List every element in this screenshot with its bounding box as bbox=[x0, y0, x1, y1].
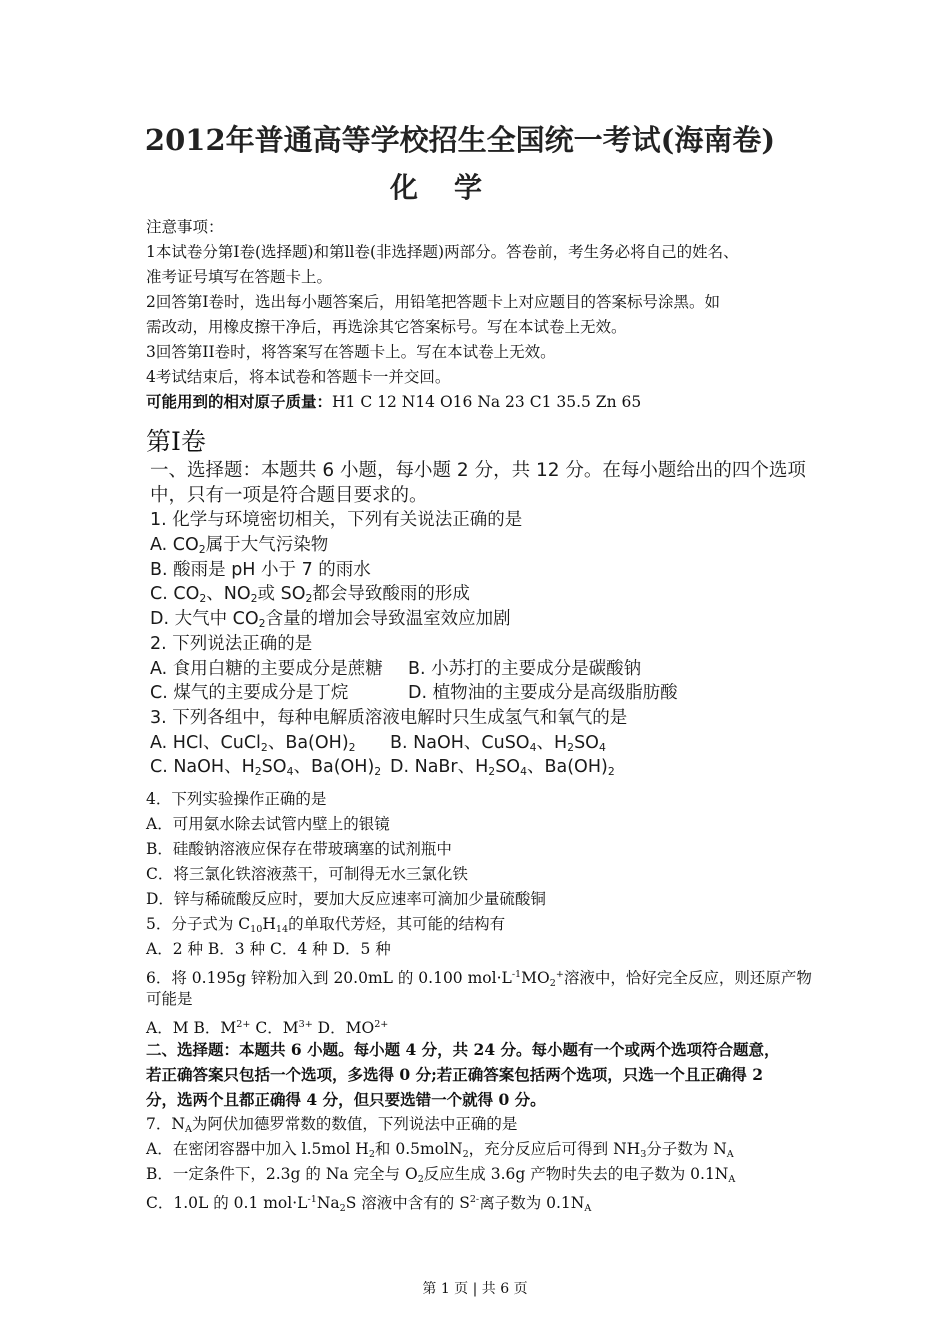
text-run: S 溶液中含有的 S bbox=[345, 1194, 470, 1212]
text-line bbox=[146, 1087, 826, 1112]
text-run: 的单取代芳烃，其可能的结构有 bbox=[288, 915, 506, 933]
text-line bbox=[146, 987, 826, 1012]
text-line bbox=[150, 706, 830, 731]
text-run: A．2 种 B．3 种 C．4 种 D．5 种 bbox=[146, 940, 391, 958]
superscript: -1 bbox=[307, 1194, 317, 1205]
text-run: 分，选两个且都正确得 4 分，但只要选错一个就得 0 分。 bbox=[146, 1090, 546, 1109]
text-run: 、Ba(OH) bbox=[293, 757, 375, 778]
subscript: A bbox=[726, 1149, 734, 1160]
text-run: 3回答第II卷时，将答案写在答题卡上。写在本试卷上无效。 bbox=[146, 343, 556, 361]
text-run: 、Ba(OH) bbox=[526, 757, 608, 778]
text-run: A．M B．M bbox=[146, 1019, 237, 1037]
text-line bbox=[146, 837, 826, 862]
text-run: B. NaOH、CuSO bbox=[390, 732, 530, 753]
text-run: B．一定条件下，2.3g 的 Na 完全与 O bbox=[146, 1165, 418, 1183]
text-run: Na bbox=[316, 1194, 340, 1212]
text-run: 二、选择题：本题共 6 小题。每小题 4 分，共 24 分。每小题有一个或两个选项符合题意， bbox=[146, 1040, 780, 1059]
subscript: A bbox=[728, 1174, 736, 1185]
subscript: A bbox=[584, 1203, 592, 1214]
exam-title: 2012年普通高等学校招生全国统一考试(海南卷) bbox=[144, 123, 776, 157]
text-line bbox=[150, 755, 830, 780]
text-run: 中，只有一项是符合题目要求的。 bbox=[150, 484, 428, 506]
subject-heading: 化学 bbox=[389, 171, 518, 204]
text-line bbox=[146, 265, 826, 290]
text-line bbox=[150, 533, 830, 558]
subscript: 2 bbox=[305, 592, 313, 606]
option-column bbox=[150, 731, 390, 756]
text-run: 或 SO bbox=[257, 584, 306, 605]
text-run: SO bbox=[574, 732, 599, 753]
text-run: A. HCl、CuCl bbox=[150, 732, 261, 753]
text-line bbox=[146, 1137, 826, 1162]
text-run: C．1.0L 的 0.1 mol·L bbox=[146, 1194, 308, 1212]
text-run: C. 煤气的主要成分是丁烷 bbox=[150, 683, 349, 704]
text-run: C. NaOH、H bbox=[150, 757, 255, 778]
text-run: ，充分反应后可得到 NH bbox=[468, 1140, 641, 1158]
subscript: 2 bbox=[250, 592, 258, 606]
subscript: 2 bbox=[198, 543, 206, 557]
subscript: 2 bbox=[607, 765, 615, 779]
volume-heading: 第I卷 bbox=[146, 427, 206, 456]
subscript: 2 bbox=[339, 1203, 346, 1214]
section-one-questions bbox=[150, 459, 830, 780]
instructions bbox=[146, 215, 826, 415]
subscript: 4 bbox=[598, 740, 606, 754]
text-run: A．在密闭容器中加入 l.5mol H bbox=[146, 1140, 369, 1158]
text-run: 6．将 0.195g 锌粉加入到 20.0mL 的 0.100 mol·L bbox=[146, 969, 512, 987]
text-run: 溶液中，恰好完全反应，则还原产物 bbox=[563, 969, 812, 987]
subscript: 2 bbox=[417, 1174, 424, 1185]
text-line bbox=[146, 812, 826, 837]
text-run: 含量的增加会导致温室效应加剧 bbox=[265, 609, 511, 630]
text-line bbox=[146, 340, 826, 365]
subscript: 4 bbox=[286, 765, 294, 779]
text-run: H bbox=[262, 915, 276, 933]
option-column bbox=[150, 657, 408, 682]
text-run: B. 小苏打的主要成分是碳酸钠 bbox=[408, 658, 642, 679]
text-run: 一、选择题：本题共 6 小题，每小题 2 分，共 12 分。在每小题给出的四个选项 bbox=[150, 460, 806, 481]
questions-4-7 bbox=[146, 787, 826, 1212]
superscript: 3+ bbox=[298, 1019, 313, 1030]
text-run: D．MO bbox=[312, 1019, 375, 1037]
text-line bbox=[146, 1037, 826, 1062]
text-run: 、Ba(OH) bbox=[267, 732, 349, 753]
subscript: 4 bbox=[529, 740, 537, 754]
subscript: 2 bbox=[567, 740, 575, 754]
superscript: 2+ bbox=[236, 1019, 251, 1030]
subscript: 2 bbox=[199, 592, 207, 606]
text-line bbox=[146, 1012, 826, 1037]
subscript: 2 bbox=[254, 765, 262, 779]
text-run: C. CO bbox=[150, 584, 200, 605]
text-line bbox=[150, 632, 830, 657]
text-line bbox=[150, 681, 830, 706]
subscript: 2 bbox=[260, 740, 268, 754]
text-run: H1 C 12 N14 O16 Na 23 C1 35.5 Zn 65 bbox=[332, 393, 642, 411]
text-run: 5．分子式为 C bbox=[146, 915, 251, 933]
text-run: C．M bbox=[250, 1019, 299, 1037]
text-line bbox=[146, 315, 826, 340]
text-line bbox=[146, 215, 826, 240]
superscript: 2- bbox=[469, 1194, 480, 1205]
text-line bbox=[150, 657, 830, 682]
text-run: 需改动，用橡皮擦干净后，再选涂其它答案标号。写在本试卷上无效。 bbox=[146, 318, 627, 336]
option-column bbox=[150, 755, 390, 780]
page-footer: 第 1 页 | 共 6 页 bbox=[422, 1281, 528, 1297]
text-run: 可能是 bbox=[146, 990, 193, 1008]
text-run: SO bbox=[495, 757, 521, 778]
subscript: 2 bbox=[348, 740, 356, 754]
text-run: SO bbox=[261, 757, 287, 778]
text-run: 3. 下列各组中，每种电解质溶液电解时只生成氢气和氧气的是 bbox=[150, 707, 628, 728]
text-line bbox=[146, 912, 826, 937]
subscript: A bbox=[184, 1124, 192, 1135]
text-line bbox=[150, 459, 830, 484]
text-run: D. NaBr、H bbox=[390, 757, 489, 778]
text-run: 为阿伏加德罗常数的数值，下列说法中正确的是 bbox=[191, 1115, 518, 1133]
text-run: 2. 下列说法正确的是 bbox=[150, 633, 313, 654]
text-run: 7．N bbox=[146, 1115, 185, 1133]
subscript: 2 bbox=[368, 1149, 375, 1160]
text-run: 、H bbox=[536, 732, 568, 753]
text-line bbox=[150, 731, 830, 756]
option-column bbox=[408, 681, 678, 706]
text-run: 准考证号填写在答题卡上。 bbox=[146, 268, 333, 286]
text-run: 注意事项： bbox=[146, 218, 224, 236]
subscript: 2 bbox=[549, 978, 556, 989]
text-run: 2回答第I卷时，选出每小题答案后，用铅笔把答题卡上对应题目的答案标号涂黑。如 bbox=[146, 293, 720, 311]
text-line bbox=[146, 290, 826, 315]
text-line bbox=[146, 1162, 826, 1187]
text-line bbox=[146, 365, 826, 390]
text-run: D. 植物油的主要成分是高级脂肪酸 bbox=[408, 683, 678, 704]
text-run: 和 0.5molN bbox=[374, 1140, 463, 1158]
text-line bbox=[150, 508, 830, 533]
text-line bbox=[146, 240, 826, 265]
text-run: D．锌与稀硫酸反应时，要加大反应速率可滴加少量硫酸铜 bbox=[146, 890, 546, 908]
text-run: 1本试卷分第I卷(选择题)和第ll卷(非选择题)两部分。答卷前，考生务必将自己的姓名、 bbox=[146, 243, 739, 261]
text-line bbox=[150, 582, 830, 607]
option-column bbox=[150, 681, 408, 706]
text-run: 都会导致酸雨的形成 bbox=[312, 584, 470, 605]
text-line bbox=[146, 1187, 826, 1212]
text-line bbox=[150, 558, 830, 583]
text-line bbox=[146, 887, 826, 912]
text-line bbox=[146, 1062, 826, 1087]
bold-label: 可能用到的相对原子质量： bbox=[146, 393, 333, 411]
subscript: 3 bbox=[640, 1149, 647, 1160]
text-run: 1. 化学与环境密切相关，下列有关说法正确的是 bbox=[150, 510, 523, 531]
text-run: 4．下列实验操作正确的是 bbox=[146, 790, 327, 808]
text-line bbox=[146, 1112, 826, 1137]
text-run: 离子数为 0.1N bbox=[479, 1194, 585, 1212]
text-run: B. 酸雨是 pH 小于 7 的雨水 bbox=[150, 559, 371, 580]
subscript: 2 bbox=[258, 617, 266, 631]
text-line bbox=[146, 787, 826, 812]
text-run: A．可用氨水除去试管内壁上的银镜 bbox=[146, 815, 390, 833]
text-run: D. 大气中 CO bbox=[150, 609, 259, 630]
option-column bbox=[390, 731, 606, 756]
text-run: 若正确答案只包括一个选项，多选得 0 分;若正确答案包括两个选项，只选一个且正确得 2 bbox=[146, 1065, 763, 1084]
text-run: A. CO bbox=[150, 535, 199, 556]
text-line bbox=[150, 484, 830, 509]
text-run: MO bbox=[521, 969, 550, 987]
text-run: C．将三氯化铁溶液蒸干，可制得无水三氯化铁 bbox=[146, 865, 468, 883]
subscript: 2 bbox=[462, 1149, 469, 1160]
superscript: + bbox=[555, 969, 564, 980]
text-run: 属于大气污染物 bbox=[205, 535, 329, 556]
subscript: 4 bbox=[520, 765, 527, 779]
superscript: 2+ bbox=[374, 1019, 389, 1030]
superscript: -1 bbox=[511, 969, 522, 980]
subscript: 14 bbox=[275, 924, 289, 935]
text-run: B．硅酸钠溶液应保存在带玻璃塞的试剂瓶中 bbox=[146, 840, 452, 858]
text-line bbox=[150, 607, 830, 632]
text-line bbox=[146, 862, 826, 887]
option-column bbox=[390, 755, 615, 780]
text-run: 4考试结束后，将本试卷和答题卡一并交回。 bbox=[146, 368, 451, 386]
subscript: 2 bbox=[374, 765, 382, 779]
text-line bbox=[146, 962, 826, 987]
subscript: 2 bbox=[488, 765, 496, 779]
option-column bbox=[408, 657, 641, 682]
text-run: 反应生成 3.6g 产物时失去的电子数为 0.1N bbox=[423, 1165, 729, 1183]
text-line bbox=[146, 390, 826, 415]
text-run: 、NO bbox=[206, 584, 251, 605]
text-run: 分子数为 N bbox=[646, 1140, 727, 1158]
subscript: 10 bbox=[250, 924, 263, 935]
text-line bbox=[146, 937, 826, 962]
text-run: A. 食用白糖的主要成分是蔗糖 bbox=[150, 658, 383, 679]
